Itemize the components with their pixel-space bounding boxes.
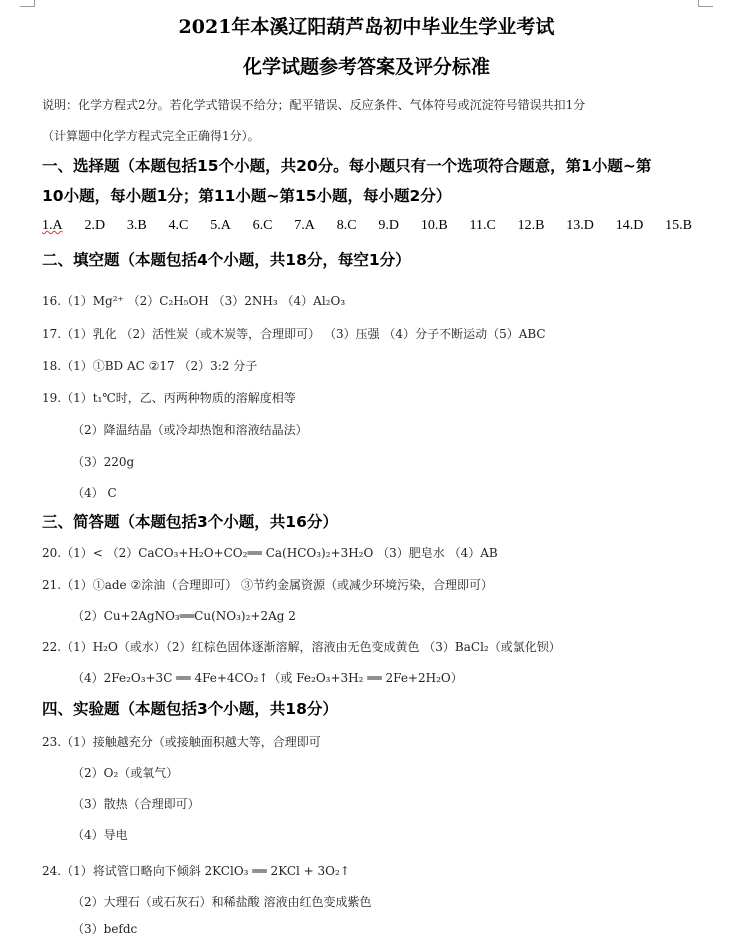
answer-line-16: 16.（1）Mg²⁺ （2）C₂H₅OH （3）2NH₃ （4）Al₂O₃ bbox=[42, 294, 346, 308]
answer-line-19-2: （2）降温结晶（或冷却热饱和溶液结晶法） bbox=[72, 423, 308, 437]
answer-line-20: 20.（1）< （2）CaCO₃+H₂O+CO₂══ Ca(HCO₃)₂+3H₂O （3）肥皂水 （4）AB bbox=[42, 546, 498, 560]
answer-line-21-2: （2）Cu+2AgNO₃══Cu(NO₃)₂+2Ag 2 bbox=[72, 609, 296, 623]
answer-item: 1.A bbox=[42, 218, 63, 233]
answer-item: 12.B bbox=[517, 218, 545, 233]
answer-line-19-1: 19.（1）t₁℃时，乙、丙两种物质的溶解度相等 bbox=[42, 391, 296, 405]
section-2-heading: 二、填空题（本题包括4个小题，共18分，每空1分） bbox=[42, 251, 411, 269]
answer-line-21-1: 21.（1）①ade ②涂油（合理即可） ③节约金属资源（或减少环境污染，合理即可） bbox=[42, 578, 494, 592]
answer-line-23-3: （3）散热（合理即可） bbox=[72, 797, 200, 811]
grading-note: 说明：化学方程式2分。若化学式错误不给分；配平错误、反应条件、气体符号或沉淀符号错误共扣1分 bbox=[42, 98, 586, 112]
answer-line-24-2: （2）大理石（或石灰石）和稀盐酸 溶液由红色变成紫色 bbox=[72, 895, 372, 909]
answer-item: 6.C bbox=[252, 218, 273, 233]
grading-note-continued: （计算题中化学方程式完全正确得1分）。 bbox=[42, 129, 260, 143]
answer-line-22-2: （4）2Fe₂O₃+3C ══ 4Fe+4CO₂↑（或 Fe₂O₃+3H₂ ══ 2Fe+2H₂O） bbox=[72, 671, 463, 685]
section-4-heading: 四、实验题（本题包括3个小题，共18分） bbox=[42, 700, 338, 718]
answer-line-23-4: （4）导电 bbox=[72, 828, 128, 842]
answer-line-17: 17.（1）乳化 （2）活性炭（或木炭等，合理即可） （3）压强 （4）分子不断运动（5）ABC bbox=[42, 327, 546, 341]
answer-line-22-1: 22.（1）H₂O（或水）（2）红棕色固体逐渐溶解，溶液由无色变成黄色 （3）BaCl₂（或氯化钡） bbox=[42, 640, 561, 654]
answer-item: 4.C bbox=[168, 218, 189, 233]
page-corner-mark-right bbox=[698, 0, 713, 7]
document-title: 2021年本溪辽阳葫芦岛初中毕业生学业考试 bbox=[178, 16, 555, 38]
document-subtitle: 化学试题参考答案及评分标准 bbox=[242, 56, 490, 78]
answer-item: 10.B bbox=[420, 218, 448, 233]
answer-line-24-1: 24.（1）将试管口略向下倾斜 2KClO₃ ══ 2KCl + 3O₂↑ bbox=[42, 864, 350, 878]
section-1-heading-continued: 10小题，每小题1分；第11小题~第15小题，每小题2分） bbox=[42, 187, 452, 205]
answer-item: 14.D bbox=[615, 218, 644, 233]
section-1-heading: 一、选择题（本题包括15个小题，共20分。每小题只有一个选项符合题意，第1小题~第 bbox=[42, 157, 652, 175]
answer-item: 7.A bbox=[294, 218, 315, 233]
answer-item: 3.B bbox=[126, 218, 147, 233]
answer-line-18: 18.（1）①BD AC ②17 （2）3:2 分子 bbox=[42, 359, 258, 373]
answer-item: 9.D bbox=[378, 218, 399, 233]
answer-line-24-3: （3）befdc bbox=[72, 922, 138, 936]
section-3-heading: 三、简答题（本题包括3个小题，共16分） bbox=[42, 513, 338, 531]
answer-item: 15.B bbox=[665, 218, 692, 233]
answer-line-23-2: （2）O₂（或氧气） bbox=[72, 766, 179, 780]
answer-item: 13.D bbox=[566, 218, 594, 233]
answer-line-23-1: 23.（1）接触越充分（或接触面积越大等，合理即可 bbox=[42, 735, 321, 749]
answer-line-19-4: （4） C bbox=[72, 486, 117, 500]
answer-item: 5.A bbox=[210, 218, 231, 233]
answer-item: 11.C bbox=[469, 218, 496, 233]
answer-line-19-3: （3）220g bbox=[72, 455, 135, 469]
page-corner-mark-left bbox=[20, 0, 35, 7]
answer-item: 8.C bbox=[336, 218, 357, 233]
answer-item: 2.D bbox=[84, 218, 106, 233]
multiple-choice-answers bbox=[42, 218, 692, 234]
